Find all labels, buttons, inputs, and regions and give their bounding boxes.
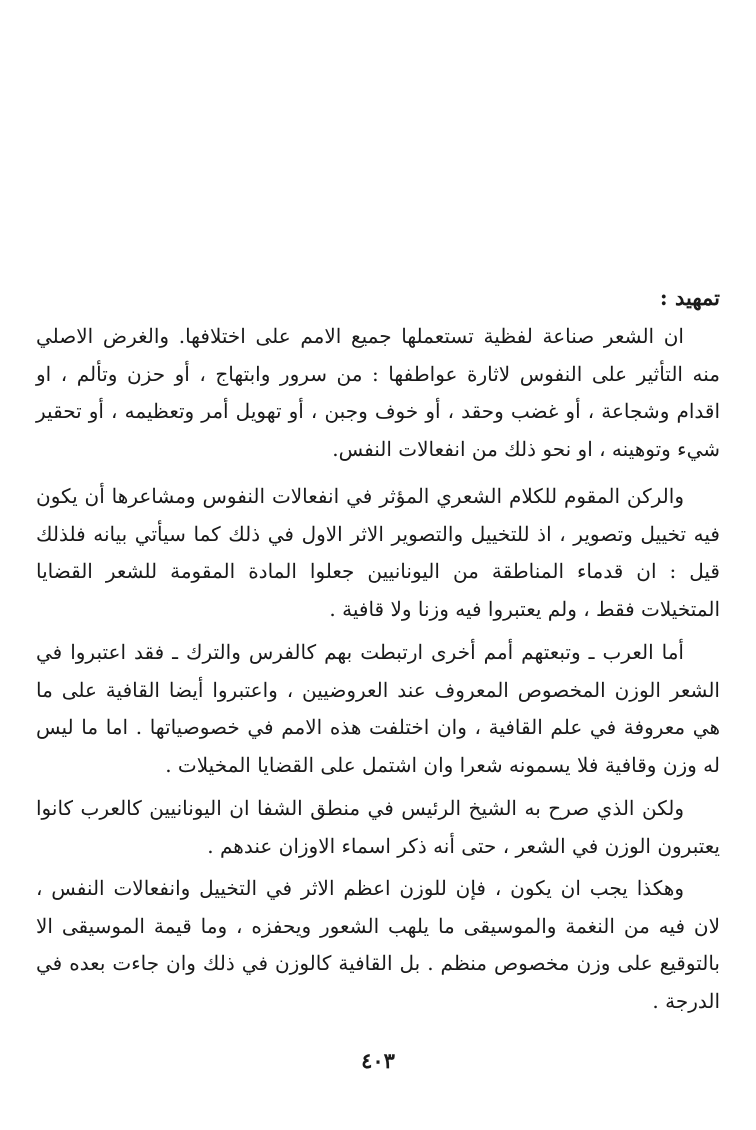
- paragraph-3: أما العرب ـ وتبعتهم أمم أخرى ارتبطت بهم كالفرس والترك ـ فقد اعتبروا في الشعر الوزن المخصوص المعروف عند العروضيين ، واعتبروا أيضا القافية على ما هي معروفة في علم القافية ، وان اختلفت هذه الامم في خصوصياتها . اما ما ليس له وزن وقافية فلا يسمونه شعرا وان اشتمل على القضايا المخيلات .: [36, 640, 720, 777]
- paragraph-5: وهكذا يجب ان يكون ، فإن للوزن اعظم الاثر في التخييل وانفعالات النفس ، لان فيه من النغمة والموسيقى ما يلهب الشعور ويحفزه ، وما قيمة الموسيقى الا بالتوقيع على وزن مخصوص منظم . بل القافية كالوزن في ذلك وان جاءت بعده في الدرجة .: [36, 876, 720, 1013]
- paragraph-2: والركن المقوم للكلام الشعري المؤثر في انفعالات النفوس ومشاعرها أن يكون فيه تخييل وتصوير ، اذ للتخييل والتصوير الاثر الاول في ذلك كما سيأتي بيانه فلذلك قيل : ان قدماء المناطقة من اليونانيين جعلوا المادة المقومة للشعر القضايا المتخيلات فقط ، ولم يعتبروا فيه وزنا ولا قافية .: [36, 484, 720, 621]
- page-number: ٤٠٣: [361, 1048, 395, 1073]
- section-heading: تمهيد :: [659, 285, 720, 310]
- paragraph-1: ان الشعر صناعة لفظية تستعملها جميع الامم على اختلافها. والغرض الاصلي منه التأثير على النفوس لاثارة عواطفها : من سرور وابتهاج ، أو حزن وتألم ، او اقدام وشجاعة ، أو غضب وحقد ، أو خوف وجبن ، أو تهويل أمر وتعظيمه ، أو تحقير شيء وتوهينه ، او نحو ذلك من انفعالات النفس.: [36, 324, 720, 461]
- paragraph-4: ولكن الذي صرح به الشيخ الرئيس في منطق الشفا ان اليونانيين كالعرب كانوا يعتبرون الوزن في الشعر ، حتى أنه ذكر اسماء الاوزان عندهم .: [36, 796, 720, 858]
